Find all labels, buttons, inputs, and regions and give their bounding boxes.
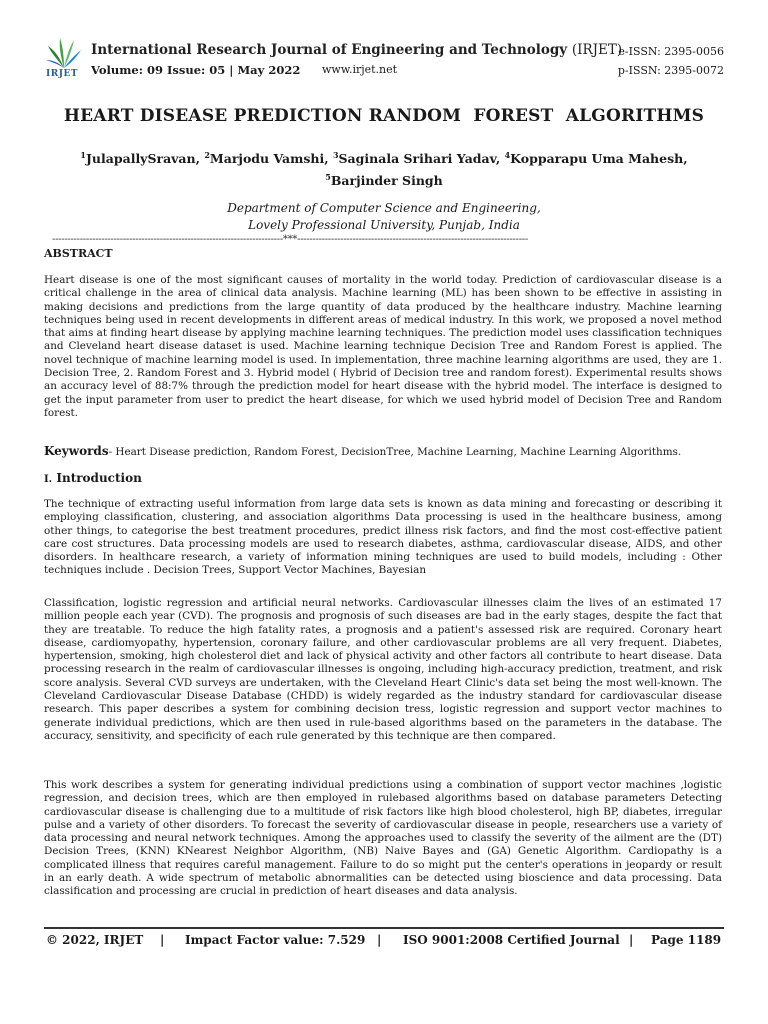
author-name: Kopparapu Uma Mahesh, [510,151,688,167]
paper-title: HEART DISEASE PREDICTION RANDOM FOREST ALGORITHMS [63,106,705,126]
impact-factor: Impact Factor value: 7.529 [185,933,366,947]
section-divider: ---------------------------------------------------------------------------***--------------------------------------------------------------------------- [52,234,528,245]
irjet-logo [44,36,84,82]
author-name: Barjinder Singh [330,173,443,189]
copyright: © 2022, IRJET [46,933,144,947]
footer-rule [44,927,724,929]
volume-issue: Volume: 09 Issue: 05 | May 2022 [91,63,301,77]
intro-paragraph-2: Classification, logistic regression and artificial neural networks. Cardiovascular illnesses claim the lives of an estimated 17 million people each year (CVD). The prognosis and prognosis of such diseases are bad in the early stages, despite the fact that they are treatable. To reduce the high fatality rates, a prognosis and a patient's assessed risk are required. Coronary heart disease, cardiomyopathy, hypertension, coronary failure, and other cardiovascular problems are all very frequent. Diabetes, hypertension, smoking, high cholesterol diet and lack of physical activity and other factors all contribute to heart disease. Data processing research in the realm of cardiovascular illnesses is ongoing, including high-accuracy prediction, treatment, and risk score analysis. Several CVD surveys are undertaken, with the Cleveland Heart Clinic's data set being the most well-known. The Cleveland Cardiovascular Disease Database (CHDD) is widely regarded as the industry standard for cardiovascular disease research. This paper describes a system for combining decision tress, logistic regression and support vector machines to generate individual predictions, which are then used in rule-based algorithms based on the parameters in the database. The accuracy, sensitivity, and specificity of each rule generated by this technique are then compared. [44,597,722,742]
affiliation-department: Department of Computer Science and Engineering, [227,201,541,215]
footer-separator: | [629,933,634,947]
footer-separator: | [377,933,382,947]
introduction-heading [44,471,142,485]
author-name: JulapallySravan, [86,151,205,167]
journal-header [44,36,724,82]
logo-text: IRJET [46,69,79,79]
iso-certification: ISO 9001:2008 Certified Journal [403,933,620,947]
keywords-text: - Heart Disease prediction, Random Forest, DecisionTree, Machine Learning, Machine Learning Algorithms. [108,446,682,458]
page-number: Page 1189 [651,933,722,947]
abstract-heading: ABSTRACT [44,247,113,260]
author-number: 3 [332,150,339,160]
author-number: 1 [80,150,86,160]
journal-name-text: International Research Journal of Engineering and Technology [91,42,568,58]
footer-separator: | [160,933,165,947]
journal-abbr: (IRJET) [571,42,623,58]
author-name: Marjodu Vamshi, [209,151,333,167]
author-number: 5 [325,172,331,183]
intro-paragraph-1: The technique of extracting useful information from large data sets is known as data mining and forecasting or describing it employing classification, clustering, and association algorithms Data processing is used in the healthcare business, among other things, to categorise the best treatment procedures, predict illness risk factors, and find the most cost-effective patient care cost structures. Data processing models are used to research diabetes, asthma, cardiovascular disease, AIDS, and other disorders. In healthcare research, a variety of information mining techniques are used to build models, including : Other techniques include . Decision Trees, Support Vector Machines, Bayesian [44,498,722,577]
keywords-label: Keywords [44,444,109,458]
affiliation-university: Lovely Professional University, Punjab, India [248,218,520,232]
section-title: Introduction [52,471,142,485]
keywords [44,444,722,458]
journal-name [91,42,622,58]
abstract-text: Heart disease is one of the most significant causes of mortality in the world today. Prediction of cardiovascular disease is a critical challenge in the area of clinical data analysis. Machine learning (ML) has been shown to be effective in assisting in making decisions and predictions from the large quantity of data produced by the healthcare industry. Machine learning techniques being used in recent developments in different areas of medical industry. In this work, we proposed a novel method that aims at finding heart disease by applying machine learning techniques. The prediction model uses classification techniques and Cleveland heart disease dataset is used. Machine learning technique Decision Tree and Random Forest is applied. The novel technique of machine learning model is used. In implementation, three machine learning algorithms are used, they are 1. Decision Tree, 2. Random Forest and 3. Hybrid model ( Hybrid of Decision tree and random forest). Experimental results shows an accuracy level of 88:7% through the prediction model for heart disease with the hybrid model. The interface is designed to get the input parameter from user to predict the heart disease, for which we used hybrid model of Decision Tree and Random forest. [44,274,722,419]
author-number: 4 [504,150,511,160]
author-number: 2 [204,150,210,160]
author-list [60,146,708,190]
intro-paragraph-3: This work describes a system for generating individual predictions using a combination of support vector machines ,logistic regression, and decision trees, which are then employed in rulebased algorithms based on database parameters Detecting cardiovascular disease is challenging due to a multitude of risk factors like high blood cholesterol, high BP, diabetes, irregular pulse and a variety of other disorders. To forecast the severity of cardiovascular disease in people, researchers use a variety of data processing and neural network techniques. Among the approaches used to classify the severity of the ailment are the (DT) Decision Trees, (KNN) KNearest Neighbor Algorithm, (NB) Naive Bayes and (GA) Genetic Algorithm. Cardiopathy is a complicated illness that requires careful management. Failure to do so might put the center's operations in jeopardy or result in an early death. A wide spectrum of metabolic abnormalities can be detected using bioscience and data processing. Data classification and processing are crucial in prediction of heart diseases and data analysis. [44,779,722,898]
section-number: I. [44,474,53,485]
journal-website[interactable]: www.irjet.net [322,63,398,76]
author-name: Saginala Srihari Yadav, [338,151,505,167]
p-issn: p-ISSN: 2395-0072 [617,64,724,77]
affiliation [0,200,768,234]
e-issn: e-ISSN: 2395-0056 [618,45,724,58]
